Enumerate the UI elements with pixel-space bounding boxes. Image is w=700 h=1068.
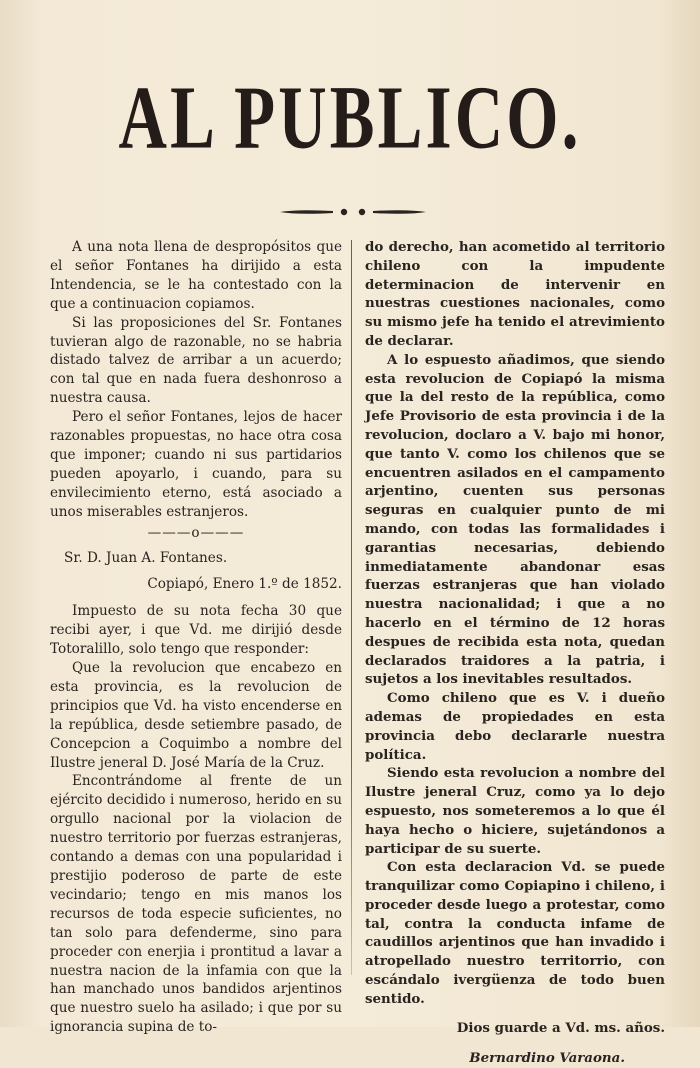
letter-paragraph: A lo espuesto añadimos, que siendo esta revolucion de Copiapó la misma que la del resto de la república, como Jefe Provisorio de esta provincia i de la revolucion, doclaro a V. bajo mi honor, que tanto V. como los chilenos que se encuentren asilados en el campamento arjentino, cuenten sus personas seguras en cualquier punto de mi mando, con todas las formalidades i garantias necesarias, debiendo inmediatamente abandonar esas fuerzas estranjeras que han violado nuestra nacionalidad; i que a no hacerlo en el término de 12 horas despues de recibida esta nota, quedan declarados traidores a la patria, i sujetos a los inevitables resultados. [365, 351, 665, 688]
letter-signature: Bernardino Varaona. [469, 1050, 625, 1067]
intro-paragraph: A una nota llena de despropósitos que el señor Fontanes ha dirijido a esta Intendencia, se le ha contestado con la que a continuacion copiamos. [50, 239, 342, 312]
letter-paragraph: Como chileno que es V. i dueño ademas de propiedades en esta provincia debo declararle nuestra política. [365, 690, 665, 763]
letter-paragraph: Con esta declaracion Vd. se puede tranquilizar como Copiapino i chileno, i proceder desde luego a protestar, como tal, contra la conducta infame de caudillos arjentinos que han invadido i atropellado nuestro territorrio, con escándalo ivergüenza de todo buen sentido. [365, 859, 665, 1007]
left-column [50, 238, 342, 1037]
letter-closing: Dios guarde a Vd. ms. años. [456, 1019, 665, 1036]
letter-paragraph: Impuesto de su nota fecha 30 que recibi ayer, i que Vd. me dirijió desde Totoralillo, solo tengo que responder: [50, 603, 342, 658]
intro-paragraph: Si las proposiciones del Sr. Fontanes tuvieran algo de razonable, no se habria distado talvez de arribar a un acuerdo; con tal que en nada fuera deshonroso a nuestra causa. [50, 314, 342, 407]
right-column [365, 238, 665, 1068]
section-separator: ———o——— [147, 524, 245, 541]
intro-paragraph: Pero el señor Fontanes, lejos de hacer razonables propuestas, no hace otra cosa que imponer; cuando ni sus partidarios pueden apoyarlo, i cuando, para su envilecimiento eterno, está asociado a unos miserables estranjeros. [50, 409, 342, 520]
column-divider [351, 240, 352, 975]
letter-paragraph: Encontrándome al frente de un ejército decidido i numeroso, herido en su orgullo nacional por la violacion de nuestro territorio por fuerzas estranjeras, contando a demas con una popularidad i prestijio poderoso de parte de este vecindario; tengo en mis manos los recursos de toda especie suficientes, no tan solo para defenderme, sino para proceder con enerjia i prontitud a lavar a nuestra nacion de la infamia con que la han manchado unos bandidos arjentinos que nuestro suelo ha asilado; i que por su ignorancia supina de to- [50, 773, 342, 1036]
letter-paragraph: do derecho, han acometido al territorio chileno con la impudente determinacion de intervenir en nuestras cuestiones nacionales, como su mismo jefe ha tenido el atrevimiento de declarar. [365, 239, 665, 349]
letter-paragraph: Que la revolucion que encabezo en esta provincia, es la revolucion de principios que Vd. ha visto encenderse en la república, desde setiembre pasado, de Concepcion a Coquimbo a nombre del Ilustre jeneral D. José María de la Cruz. [50, 660, 342, 771]
poster-title: AL PUBLICO. [118, 66, 582, 168]
letter-dateline: Copiapó, Enero 1.º de 1852. [147, 576, 342, 593]
ornament-divider [278, 206, 428, 218]
letter-salutation: Sr. D. Juan A. Fontanes. [64, 549, 228, 566]
letter-paragraph: Siendo esta revolucion a nombre del Ilustre jeneral Cruz, como ya lo dejo espuesto, nos someteremos a lo que él haya hecho o hiciere, sujetándonos a participar de su suerte. [365, 765, 665, 857]
